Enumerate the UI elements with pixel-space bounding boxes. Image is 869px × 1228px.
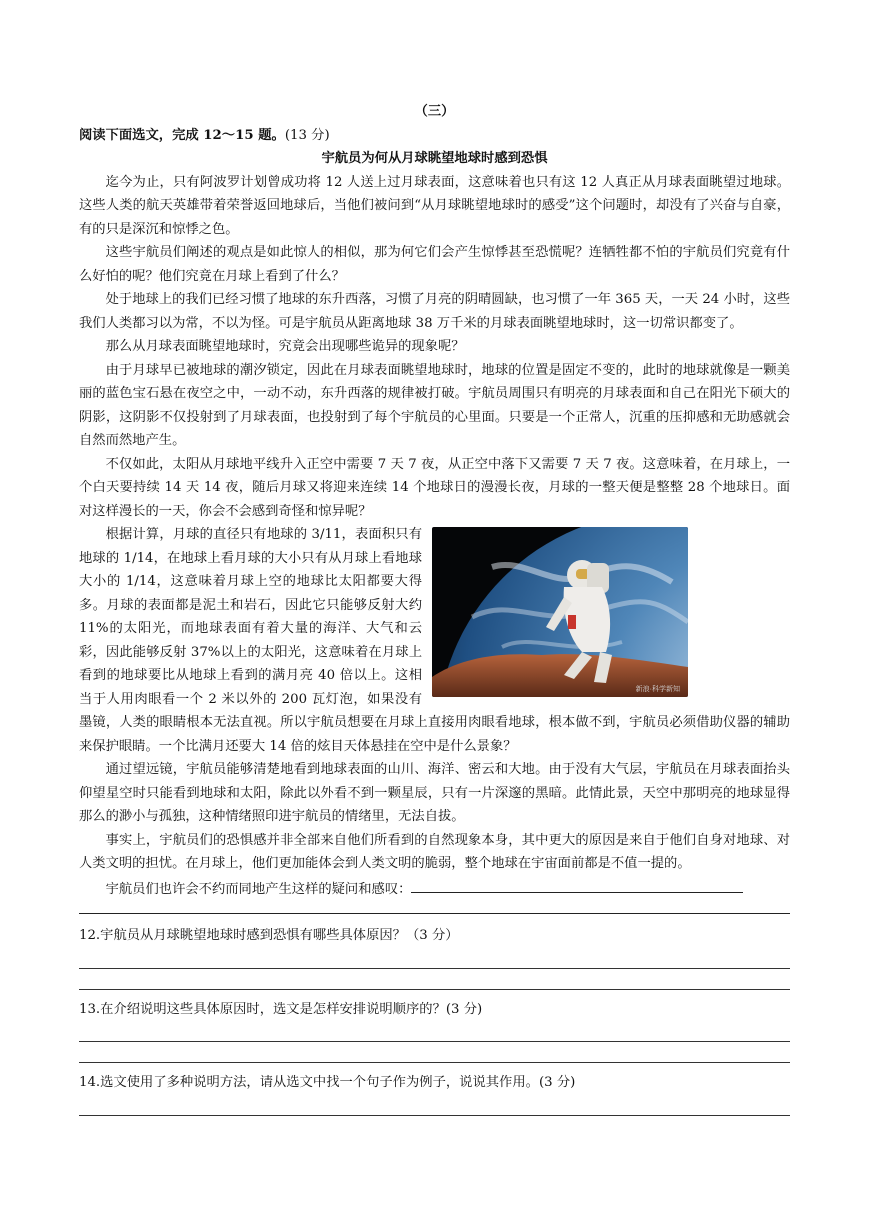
answer-line-15[interactable] — [79, 913, 790, 914]
question-12: 12.宇航员从月球眺望地球时感到恐惧有哪些具体原因？（3 分） — [79, 928, 459, 943]
reading-instruction — [79, 124, 790, 148]
question-13: 13.在介绍说明这些具体原因时，选文是怎样安排说明顺序的？(3 分) — [79, 1001, 483, 1017]
paragraph-3: 处于地球上的我们已经习惯了地球的东升西落，习惯了月亮的阴晴圆缺，也习惯了一年 365 天，一天 24 小时，这些我们人类都习以为常，不以为怪。可是宇航员从距离地球 38 万千米的月球表面眺望地球时，这一切常识都变了。 — [79, 292, 790, 331]
astronaut-illustration — [432, 527, 688, 697]
instruction-text: 阅读下面选文，完成 12～15 题。 — [79, 127, 285, 143]
answer-line-12a[interactable] — [79, 968, 790, 969]
answer-line-13a[interactable] — [79, 1041, 790, 1042]
figure-paragraph-block — [79, 523, 790, 758]
paragraph-7: 根据计算，月球的直径只有地球的 3/11，表面积只有地球的 1/14，在地球上看月球的大小只有从月球上看地球大小的 1/14，这意味着月球上空的地球比太阳都要大得多。月球的表面都是泥土和岩石，因此它只能够反射大约 11%的太阳光，而地球表面有着大量的海洋、大气和云彩，因此能够反射 37%以上的太阳光，这意味着在月球上看到的地球要比从地球上看到的满月亮 40 倍以上。这相当于人用肉眼看一个 2 米以外的 200 瓦灯泡，如果没有墨镜，人类的眼睛根本无法直视。所以宇航员想要在月球上直接用肉眼看地球，根本做不到，宇航员必须借助仪器的辅助来保护眼睛。一个比满月还要大 14 倍的炫目天体悬挂在空中是什么景象？ — [79, 527, 790, 754]
paragraph-9: 事实上，宇航员们的恐惧感并非全部来自他们所看到的自然现象本身，其中更大的原因是来自于他们自身对地球、对人类文明的担忧。在月球上，他们更加能体会到人类文明的脆弱，整个地球在宇宙面前都是不值一提的。 — [79, 832, 790, 871]
article-title: 宇航员为何从月球眺望地球时感到恐惧 — [321, 151, 548, 166]
answer-line-13b[interactable] — [79, 1062, 790, 1063]
paragraph-4: 那么从月球表面眺望地球时，究竟会出现哪些诡异的现象呢？ — [105, 339, 465, 354]
paragraph-1: 迄今为止，只有阿波罗计划曾成功将 12 人送上过月球表面，这意味着也只有这 12 人真正从月球表面眺望过地球。这些人类的航天英雄带着荣誉返回地球后，当他们被问到“从月球眺望地球时的感受”这个问题时，却没有了兴奋与自豪，有的只是深沉和惊悸之色。 — [79, 174, 790, 237]
paragraph-10 — [79, 876, 790, 902]
question-14: 14.选文使用了多种说明方法，请从选文中找一个句子作为例子，说说其作用。(3 分) — [79, 1075, 576, 1090]
exam-page — [79, 100, 790, 1116]
answer-line-14a[interactable] — [79, 1115, 790, 1116]
paragraph-6: 不仅如此，太阳从月球地平线升入正空中需要 7 天 7 夜，从正空中落下又需要 7 天 7 夜。这意味着，在月球上，一个白天要持续 14 天 14 夜，随后月球又将迎来连续 14 个地球日的漫漫长夜，月球的一整天便是整整 28 个地球日。面对这样漫长的一天，你会不会感到奇怪和惊异呢？ — [79, 456, 790, 519]
section-number: （三） — [414, 104, 455, 119]
paragraph-10-text: 宇航员们也许会不约而同地产生这样的疑问和感叹： — [105, 881, 412, 897]
answer-line-12b[interactable] — [79, 989, 790, 990]
instruction-score: (13 分) — [284, 127, 330, 143]
answer-blank-inline[interactable] — [411, 876, 743, 893]
astronaut-earth-image — [432, 527, 688, 697]
paragraph-8: 通过望远镜，宇航员能够清楚地看到地球表面的山川、海洋、密云和大地。由于没有大气层，宇航员在月球表面抬头仰望星空时只能看到地球和太阳，除此以外看不到一颗星辰，只有一片深邃的黑暗。此情此景，天空中那明亮的地球显得那么的渺小与孤独，这种情绪照印进宇航员的情绪里，无法自拔。 — [79, 762, 790, 824]
paragraph-5: 由于月球早已被地球的潮汐锁定，因此在月球表面眺望地球时，地球的位置是固定不变的，此时的地球就像是一颗美丽的蓝色宝石悬在夜空之中，一动不动，东升西落的规律被打破。宇航员周围只有明亮的月球表面和自己在阳光下硕大的阴影，这阴影不仅投射到了月球表面，也投射到了每个宇航员的心里面。只要是一个正常人，沉重的压抑感和无助感就会自然而然地产生。 — [79, 362, 790, 448]
paragraph-2: 这些宇航员们阐述的观点是如此惊人的相似，那为何它们会产生惊悸甚至恐慌呢？连牺牲都不怕的宇航员们究竟有什么好怕的呢？他们究竟在月球上看到了什么？ — [79, 245, 790, 284]
image-watermark: 新浪·科学新知 — [635, 686, 680, 693]
